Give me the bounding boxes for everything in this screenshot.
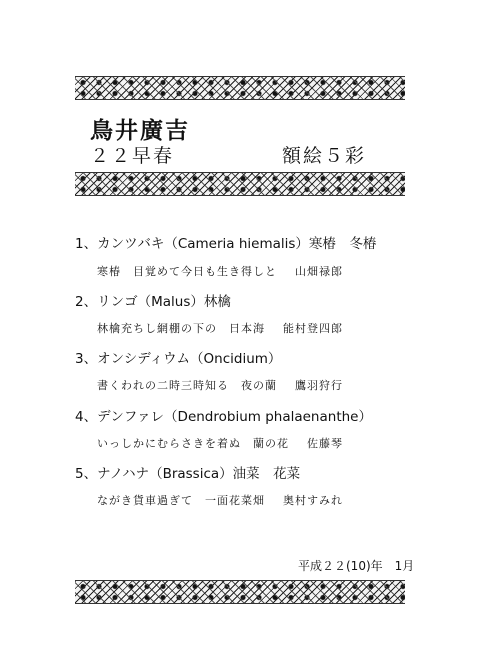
decorative-border-top <box>75 76 405 100</box>
list-item-5: 5、ナノハナ（Brassica）油菜 花菜 <box>75 466 301 482</box>
haiku-author: 能村登四郎 <box>283 322 343 335</box>
haiku-author: 鷹羽狩行 <box>295 379 343 392</box>
haiku-text: いっしかにむらさきを着ぬ 蘭の花 <box>97 437 289 450</box>
list-item-2: 2、リンゴ（Malus）林檎 <box>75 294 231 310</box>
list-item-3: 3、オンシディウム（Oncidium） <box>75 351 282 367</box>
haiku-line-2 <box>97 320 343 336</box>
haiku-author: 山畑禄郎 <box>295 265 343 278</box>
work-title: 額絵５彩 <box>282 145 367 167</box>
artist-name: 鳥井廣吉 <box>90 117 190 144</box>
haiku-text: 林檎充ちし網棚の下の 日本海 <box>97 322 265 335</box>
haiku-author: 奥村すみれ <box>283 494 343 507</box>
list-item-4: 4、デンファレ（Dendrobium phalaenanthe） <box>75 409 372 425</box>
haiku-line-4 <box>97 435 343 451</box>
haiku-text: 寒椿 目覚めて今日も生き得しと <box>97 265 277 278</box>
haiku-line-1 <box>97 263 343 279</box>
haiku-author: 佐藤琴 <box>307 437 343 450</box>
list-item-1: 1、カンツバキ（Cameria hiemalis）寒椿 冬椿 <box>75 236 377 252</box>
haiku-line-3 <box>97 377 343 393</box>
date-line: 平成２２(10)年 1月 <box>298 559 415 573</box>
season-title: ２２早春 <box>90 145 175 167</box>
decorative-border-bottom <box>75 580 405 604</box>
haiku-text: ながき貨車過ぎて 一面花菜畑 <box>97 494 265 507</box>
haiku-text: 書くわれの二時三時知る 夜の蘭 <box>97 379 277 392</box>
haiku-line-5 <box>97 492 343 508</box>
decorative-border-middle <box>75 172 405 196</box>
